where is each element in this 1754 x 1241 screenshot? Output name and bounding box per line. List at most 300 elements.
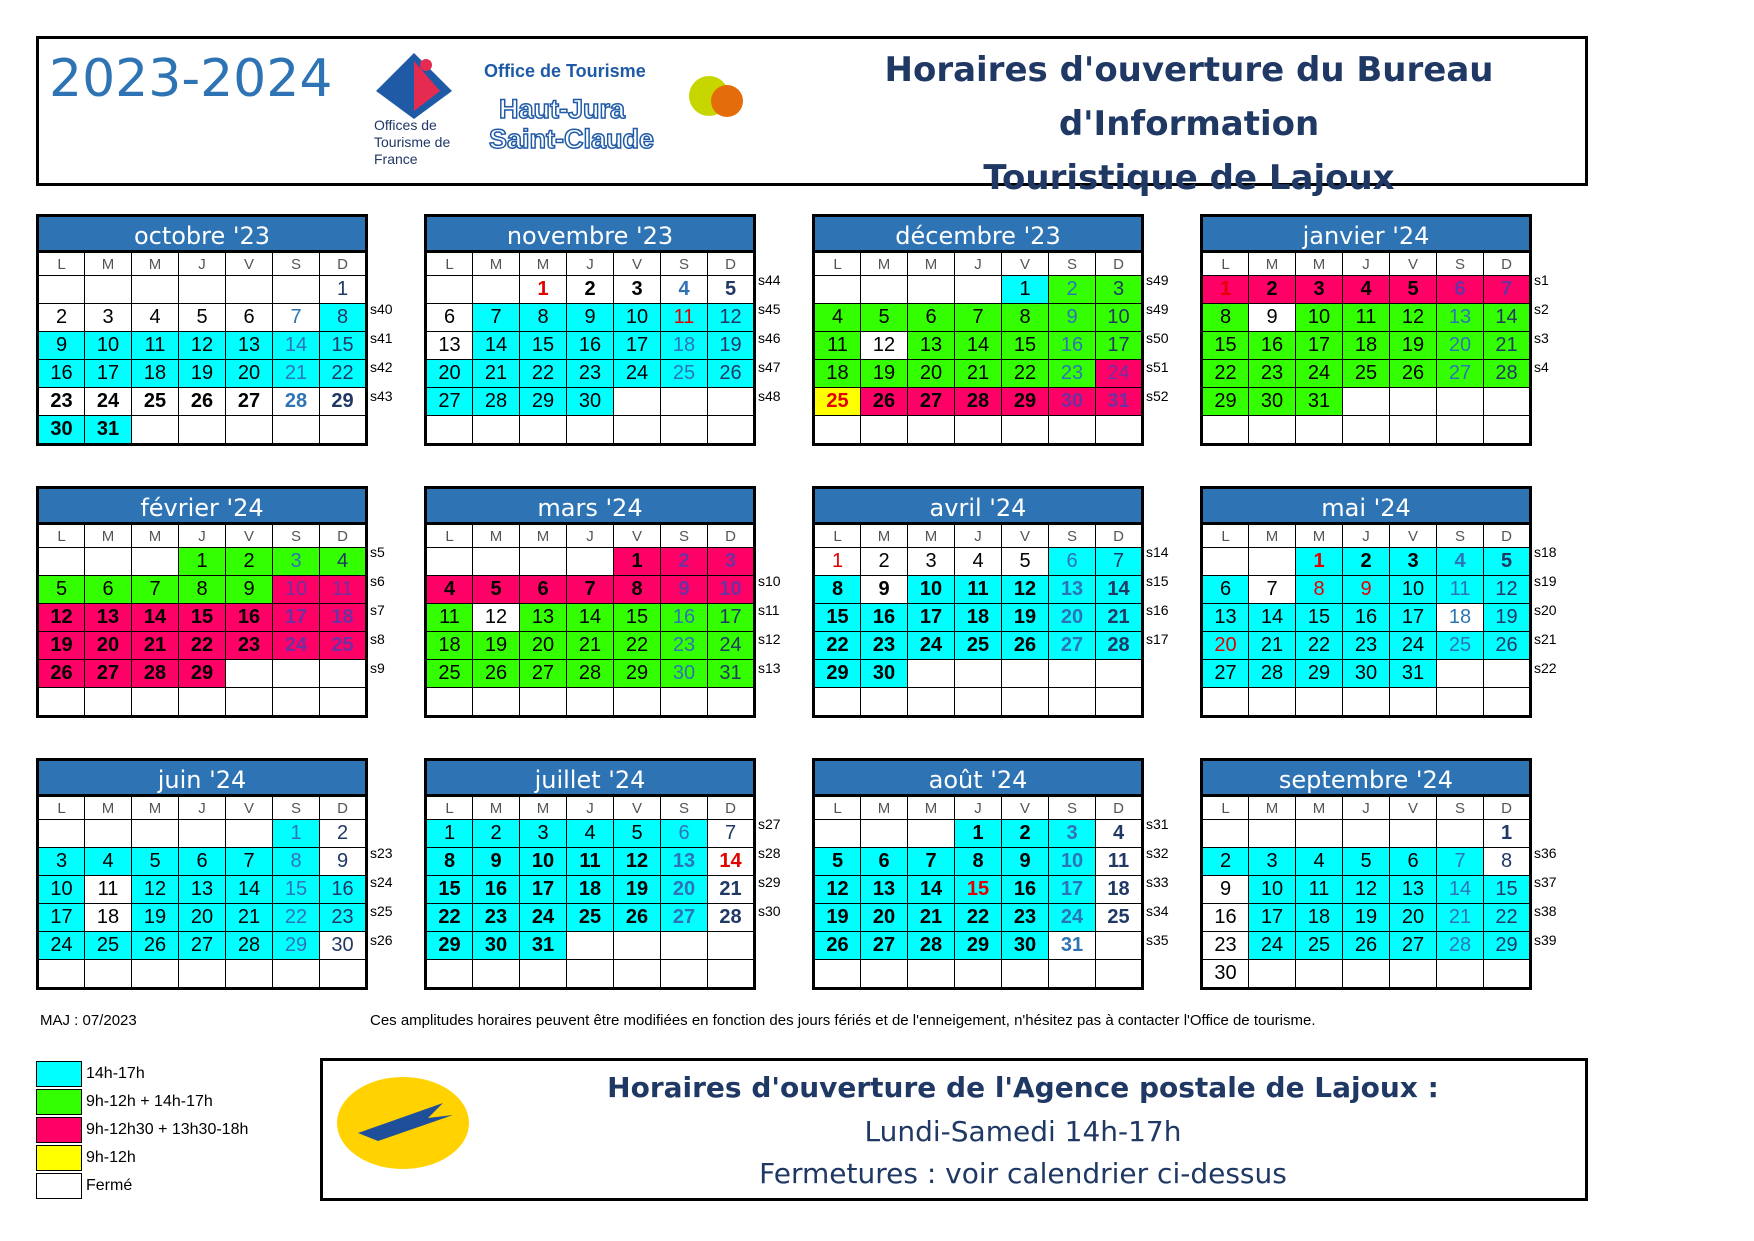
- day-cell: 4: [426, 576, 473, 604]
- day-cell: 10: [1049, 848, 1096, 876]
- day-of-week-label: M: [1296, 796, 1343, 820]
- day-of-week-label: M: [861, 524, 908, 548]
- day-cell: 20: [1437, 332, 1484, 360]
- month-title: février '24: [36, 486, 368, 522]
- empty-cell: [1437, 660, 1484, 688]
- empty-cell: [1249, 688, 1296, 717]
- day-cell: 28: [132, 660, 179, 688]
- empty-cell: [814, 960, 861, 989]
- day-of-week-label: D: [1484, 252, 1531, 276]
- month-calendar: [812, 486, 1169, 718]
- day-cell: 2: [661, 548, 708, 576]
- day-cell: 23: [226, 632, 273, 660]
- day-cell: 24: [908, 632, 955, 660]
- day-cell: 1: [1202, 276, 1249, 304]
- day-cell: 13: [861, 876, 908, 904]
- day-cell: 29: [520, 388, 567, 416]
- day-cell: 16: [1002, 876, 1049, 904]
- empty-cell: [273, 276, 320, 304]
- day-cell: 26: [179, 388, 226, 416]
- week-number: [1146, 660, 1186, 689]
- day-cell: 14: [473, 332, 520, 360]
- week-number: s52: [1146, 388, 1169, 404]
- week-number: s17: [1146, 631, 1169, 647]
- week-number: s10: [758, 573, 781, 589]
- day-cell: 4: [1343, 276, 1390, 304]
- day-cell: 25: [426, 660, 473, 688]
- empty-cell: [1343, 388, 1390, 416]
- day-of-week-label: D: [708, 252, 755, 276]
- day-of-week-label: M: [85, 252, 132, 276]
- empty-cell: [614, 388, 661, 416]
- day-cell: 13: [1202, 604, 1249, 632]
- logo2-line2: Haut-Jura: [499, 94, 626, 124]
- day-cell: 1: [1002, 276, 1049, 304]
- day-cell: 30: [1249, 388, 1296, 416]
- month-title: avril '24: [812, 486, 1144, 522]
- day-of-week-label: V: [226, 524, 273, 548]
- empty-cell: [955, 960, 1002, 989]
- week-number: s36: [1534, 845, 1557, 861]
- week-number: s1: [1534, 272, 1549, 288]
- day-cell: 23: [1202, 932, 1249, 960]
- legend-label: 9h-12h: [86, 1149, 136, 1166]
- day-cell: 16: [1343, 604, 1390, 632]
- day-cell: 7: [567, 576, 614, 604]
- empty-cell: [179, 688, 226, 717]
- day-cell: 10: [1249, 876, 1296, 904]
- day-cell: 2: [861, 548, 908, 576]
- day-cell: 14: [1249, 604, 1296, 632]
- day-cell: 7: [1096, 548, 1143, 576]
- empty-cell: [273, 660, 320, 688]
- day-cell: 25: [1096, 904, 1143, 932]
- day-cell: 28: [1437, 932, 1484, 960]
- day-cell: 17: [1049, 876, 1096, 904]
- day-cell: 6: [179, 848, 226, 876]
- day-cell: 14: [1484, 304, 1531, 332]
- day-cell: 28: [1096, 632, 1143, 660]
- day-of-week-label: L: [426, 524, 473, 548]
- empty-cell: [1484, 416, 1531, 445]
- empty-cell: [567, 932, 614, 960]
- day-of-week-label: S: [1049, 252, 1096, 276]
- week-number: [370, 272, 410, 301]
- day-of-week-label: M: [908, 524, 955, 548]
- day-cell: 29: [273, 932, 320, 960]
- day-cell: 15: [614, 604, 661, 632]
- empty-cell: [473, 416, 520, 445]
- day-cell: 21: [708, 876, 755, 904]
- empty-cell: [908, 960, 955, 989]
- day-cell: 1: [426, 820, 473, 848]
- day-of-week-label: D: [1096, 524, 1143, 548]
- day-cell: 14: [273, 332, 320, 360]
- day-cell: 17: [1390, 604, 1437, 632]
- empty-cell: [1202, 548, 1249, 576]
- day-cell: 26: [861, 388, 908, 416]
- empty-cell: [1390, 416, 1437, 445]
- day-cell: 23: [1249, 360, 1296, 388]
- day-cell: 8: [1202, 304, 1249, 332]
- empty-cell: [955, 276, 1002, 304]
- day-cell: 14: [908, 876, 955, 904]
- month-calendar: [1200, 486, 1557, 718]
- day-of-week-label: M: [132, 796, 179, 820]
- empty-cell: [614, 932, 661, 960]
- empty-cell: [955, 416, 1002, 445]
- empty-cell: [132, 688, 179, 717]
- day-cell: 6: [226, 304, 273, 332]
- week-number: s3: [1534, 330, 1549, 346]
- empty-cell: [908, 820, 955, 848]
- day-of-week-label: J: [567, 796, 614, 820]
- day-cell: 30: [861, 660, 908, 688]
- empty-cell: [661, 416, 708, 445]
- day-cell: 4: [955, 548, 1002, 576]
- logo1-text: Offices de Tourisme de France: [374, 117, 451, 167]
- empty-cell: [661, 960, 708, 989]
- empty-cell: [85, 548, 132, 576]
- week-number: s23: [370, 845, 393, 861]
- empty-cell: [567, 688, 614, 717]
- month-title: septembre '24: [1200, 758, 1532, 794]
- legend-swatch: [36, 1061, 82, 1087]
- empty-cell: [226, 960, 273, 989]
- empty-cell: [955, 688, 1002, 717]
- day-cell: 11: [320, 576, 367, 604]
- day-cell: 20: [226, 360, 273, 388]
- day-cell: 19: [179, 360, 226, 388]
- day-cell: 19: [38, 632, 85, 660]
- empty-cell: [1437, 416, 1484, 445]
- day-cell: 5: [132, 848, 179, 876]
- day-cell: 22: [273, 904, 320, 932]
- day-of-week-label: M: [520, 796, 567, 820]
- day-cell: 9: [473, 848, 520, 876]
- day-cell: 5: [1390, 276, 1437, 304]
- empty-cell: [473, 548, 520, 576]
- month-title: juin '24: [36, 758, 368, 794]
- day-cell: 21: [132, 632, 179, 660]
- day-cell: 12: [473, 604, 520, 632]
- day-cell: 31: [1096, 388, 1143, 416]
- day-cell: 6: [1437, 276, 1484, 304]
- day-of-week-label: S: [273, 524, 320, 548]
- day-cell: 7: [1249, 576, 1296, 604]
- day-cell: 21: [1249, 632, 1296, 660]
- empty-cell: [226, 416, 273, 445]
- month-calendar: [812, 214, 1169, 446]
- day-of-week-label: S: [661, 796, 708, 820]
- day-cell: 8: [273, 848, 320, 876]
- month-title: mai '24: [1200, 486, 1532, 522]
- day-cell: 4: [661, 276, 708, 304]
- day-cell: 3: [85, 304, 132, 332]
- empty-cell: [1096, 416, 1143, 445]
- day-of-week-label: D: [1484, 524, 1531, 548]
- day-cell: 18: [814, 360, 861, 388]
- day-cell: 27: [179, 932, 226, 960]
- day-cell: 8: [1484, 848, 1531, 876]
- day-cell: 9: [1202, 876, 1249, 904]
- day-cell: 19: [1484, 604, 1531, 632]
- day-cell: 5: [1484, 548, 1531, 576]
- empty-cell: [226, 688, 273, 717]
- day-cell: 13: [520, 604, 567, 632]
- day-cell: 6: [520, 576, 567, 604]
- day-cell: 18: [1437, 604, 1484, 632]
- day-cell: 10: [1390, 576, 1437, 604]
- empty-cell: [908, 416, 955, 445]
- empty-cell: [1390, 688, 1437, 717]
- day-cell: 15: [426, 876, 473, 904]
- day-of-week-label: M: [85, 524, 132, 548]
- day-cell: 14: [955, 332, 1002, 360]
- empty-cell: [520, 960, 567, 989]
- postal-box: [320, 1058, 1588, 1201]
- day-cell: 2: [1002, 820, 1049, 848]
- empty-cell: [1484, 660, 1531, 688]
- empty-cell: [1390, 820, 1437, 848]
- day-cell: 5: [861, 304, 908, 332]
- empty-cell: [226, 276, 273, 304]
- week-number: s31: [1146, 816, 1169, 832]
- week-number: s28: [758, 845, 781, 861]
- day-cell: 1: [179, 548, 226, 576]
- empty-cell: [1096, 960, 1143, 989]
- day-cell: 18: [955, 604, 1002, 632]
- empty-cell: [179, 276, 226, 304]
- day-cell: 16: [567, 332, 614, 360]
- day-cell: 31: [1390, 660, 1437, 688]
- legend-label: 9h-12h30 + 13h30-18h: [86, 1121, 249, 1138]
- day-cell: 29: [614, 660, 661, 688]
- day-of-week-label: M: [1296, 252, 1343, 276]
- day-of-week-label: D: [708, 796, 755, 820]
- empty-cell: [179, 820, 226, 848]
- title-line1: Horaires d'ouverture du Bureau d'Information: [884, 50, 1494, 144]
- day-cell: 21: [1096, 604, 1143, 632]
- empty-cell: [1002, 960, 1049, 989]
- empty-cell: [1484, 388, 1531, 416]
- empty-cell: [273, 960, 320, 989]
- day-cell: 30: [1049, 388, 1096, 416]
- week-number: s49: [1146, 272, 1169, 288]
- day-cell: 15: [814, 604, 861, 632]
- day-cell: 3: [1296, 276, 1343, 304]
- day-cell: 24: [708, 632, 755, 660]
- day-cell: 13: [85, 604, 132, 632]
- day-cell: 9: [861, 576, 908, 604]
- empty-cell: [426, 688, 473, 717]
- day-cell: 23: [1343, 632, 1390, 660]
- day-cell: 12: [614, 848, 661, 876]
- day-cell: 12: [708, 304, 755, 332]
- empty-cell: [85, 820, 132, 848]
- footer-note: Ces amplitudes horaires peuvent être modifiées en fonction des jours fériés et de l'enneigement, n'hésitez pas à contacter l'Office de tourisme.: [370, 1012, 1316, 1029]
- day-of-week-label: D: [320, 524, 367, 548]
- empty-cell: [1437, 820, 1484, 848]
- empty-cell: [955, 660, 1002, 688]
- day-cell: 12: [1002, 576, 1049, 604]
- empty-cell: [85, 960, 132, 989]
- day-cell: 2: [320, 820, 367, 848]
- day-cell: 20: [85, 632, 132, 660]
- empty-cell: [1002, 660, 1049, 688]
- empty-cell: [473, 276, 520, 304]
- day-cell: 24: [1296, 360, 1343, 388]
- week-number: s29: [758, 874, 781, 890]
- day-cell: 22: [320, 360, 367, 388]
- day-cell: 12: [1343, 876, 1390, 904]
- day-of-week-label: M: [473, 524, 520, 548]
- day-cell: 4: [132, 304, 179, 332]
- week-number: s37: [1534, 874, 1557, 890]
- empty-cell: [1437, 388, 1484, 416]
- day-of-week-label: J: [1343, 524, 1390, 548]
- day-of-week-label: M: [861, 252, 908, 276]
- empty-cell: [861, 960, 908, 989]
- week-number: s25: [370, 903, 393, 919]
- day-cell: 3: [908, 548, 955, 576]
- empty-cell: [320, 416, 367, 445]
- week-number: s48: [758, 388, 781, 404]
- empty-cell: [708, 388, 755, 416]
- day-of-week-label: J: [1343, 796, 1390, 820]
- day-cell: 7: [132, 576, 179, 604]
- empty-cell: [473, 960, 520, 989]
- day-cell: 2: [1249, 276, 1296, 304]
- day-cell: 8: [1296, 576, 1343, 604]
- day-cell: 7: [955, 304, 1002, 332]
- day-of-week-label: J: [179, 796, 226, 820]
- month-calendar: [424, 486, 781, 718]
- day-cell: 22: [614, 632, 661, 660]
- day-cell: 29: [814, 660, 861, 688]
- empty-cell: [85, 276, 132, 304]
- day-cell: 26: [1484, 632, 1531, 660]
- day-of-week-label: J: [179, 252, 226, 276]
- legend-item: [36, 1144, 248, 1172]
- day-cell: 16: [473, 876, 520, 904]
- day-cell: 31: [1296, 388, 1343, 416]
- day-of-week-label: L: [38, 524, 85, 548]
- day-cell: 10: [520, 848, 567, 876]
- day-cell: 5: [708, 276, 755, 304]
- empty-cell: [226, 820, 273, 848]
- empty-cell: [661, 932, 708, 960]
- day-cell: 9: [1249, 304, 1296, 332]
- day-cell: 15: [520, 332, 567, 360]
- day-cell: 29: [1202, 388, 1249, 416]
- day-cell: 10: [1296, 304, 1343, 332]
- day-of-week-label: M: [1249, 252, 1296, 276]
- day-cell: 4: [567, 820, 614, 848]
- day-cell: 29: [1484, 932, 1531, 960]
- week-number: s21: [1534, 631, 1557, 647]
- day-cell: 3: [614, 276, 661, 304]
- day-cell: 1: [814, 548, 861, 576]
- empty-cell: [132, 820, 179, 848]
- day-cell: 19: [814, 904, 861, 932]
- day-cell: 21: [1484, 332, 1531, 360]
- day-cell: 24: [1249, 932, 1296, 960]
- day-cell: 6: [426, 304, 473, 332]
- day-of-week-label: M: [520, 252, 567, 276]
- day-cell: 12: [814, 876, 861, 904]
- day-cell: 27: [1437, 360, 1484, 388]
- day-cell: 1: [955, 820, 1002, 848]
- week-number: s24: [370, 874, 393, 890]
- day-cell: 27: [520, 660, 567, 688]
- week-number: [758, 544, 798, 573]
- empty-cell: [1343, 820, 1390, 848]
- day-cell: 14: [132, 604, 179, 632]
- day-cell: 5: [814, 848, 861, 876]
- day-cell: 17: [1296, 332, 1343, 360]
- empty-cell: [320, 660, 367, 688]
- legend-label: 9h-12h + 14h-17h: [86, 1093, 213, 1110]
- day-cell: 23: [1049, 360, 1096, 388]
- empty-cell: [1202, 820, 1249, 848]
- empty-cell: [708, 932, 755, 960]
- day-cell: 1: [1296, 548, 1343, 576]
- day-cell: 3: [38, 848, 85, 876]
- postal-title: Horaires d'ouverture de l'Agence postale de Lajoux :: [607, 1071, 1439, 1104]
- day-cell: 13: [1049, 576, 1096, 604]
- empty-cell: [426, 276, 473, 304]
- empty-cell: [1296, 960, 1343, 989]
- day-of-week-label: V: [226, 252, 273, 276]
- empty-cell: [38, 960, 85, 989]
- day-cell: 9: [226, 576, 273, 604]
- day-cell: 19: [1390, 332, 1437, 360]
- week-number: s43: [370, 388, 393, 404]
- day-cell: 22: [1002, 360, 1049, 388]
- week-number: s41: [370, 330, 393, 346]
- day-cell: 20: [908, 360, 955, 388]
- week-number: [1534, 388, 1574, 417]
- day-cell: 10: [38, 876, 85, 904]
- week-numbers: [1534, 544, 1574, 689]
- day-cell: 16: [1202, 904, 1249, 932]
- empty-cell: [1002, 688, 1049, 717]
- day-cell: 14: [708, 848, 755, 876]
- day-cell: 19: [132, 904, 179, 932]
- month-title: juillet '24: [424, 758, 756, 794]
- day-cell: 28: [567, 660, 614, 688]
- day-of-week-label: S: [273, 796, 320, 820]
- day-cell: 24: [1049, 904, 1096, 932]
- day-cell: 26: [1002, 632, 1049, 660]
- week-numbers: [370, 544, 410, 689]
- day-cell: 26: [614, 904, 661, 932]
- day-cell: 28: [908, 932, 955, 960]
- day-cell: 23: [473, 904, 520, 932]
- day-cell: 17: [614, 332, 661, 360]
- day-cell: 11: [426, 604, 473, 632]
- empty-cell: [132, 960, 179, 989]
- day-cell: 19: [708, 332, 755, 360]
- day-of-week-label: D: [708, 524, 755, 548]
- empty-cell: [132, 416, 179, 445]
- day-cell: 14: [1437, 876, 1484, 904]
- day-cell: 25: [1343, 360, 1390, 388]
- day-cell: 2: [226, 548, 273, 576]
- week-number: s4: [1534, 359, 1549, 375]
- day-cell: 21: [955, 360, 1002, 388]
